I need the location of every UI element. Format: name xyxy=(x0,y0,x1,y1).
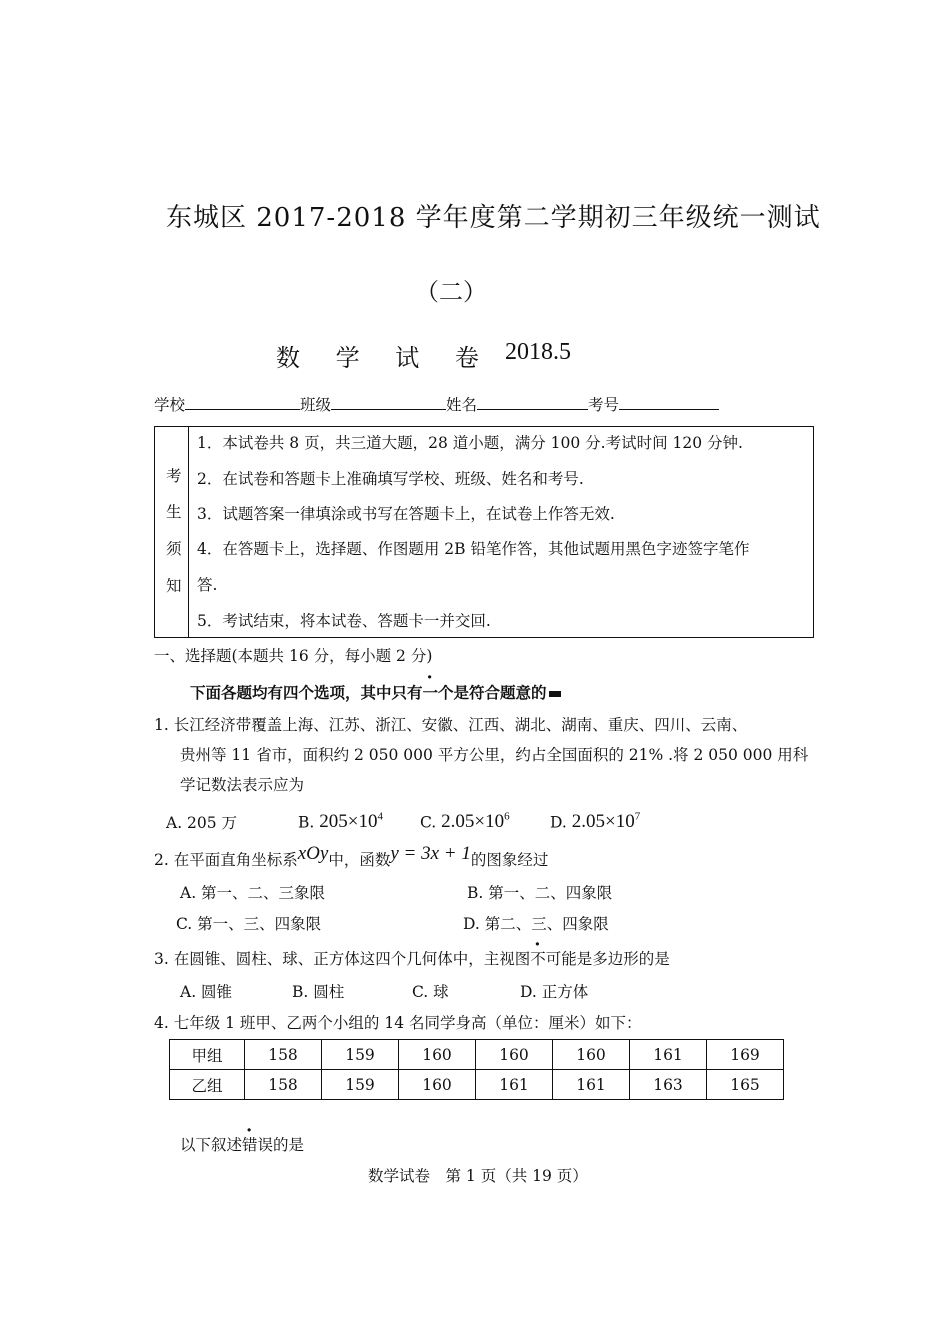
instruction-emph: 一个 xyxy=(422,683,454,702)
table-row xyxy=(170,1040,784,1070)
table-cell: 158 xyxy=(245,1040,322,1070)
notice-side-label xyxy=(155,427,189,637)
q3-option-d: D. 正方体 xyxy=(520,983,589,1001)
q2-text: 的图象经过 xyxy=(470,851,549,869)
q3-emphasis: 不可能 xyxy=(530,950,577,968)
notice-side-char: 生 xyxy=(166,503,182,521)
q1-option-c xyxy=(420,811,510,833)
q3-option-b: B. 圆柱 xyxy=(292,983,345,1001)
q2-option-c: C. 第一、三、四象限 xyxy=(176,915,322,933)
notice-line: 3．试题答案一律填涂或书写在答题卡上，在试卷上作答无效. xyxy=(197,505,615,523)
section1-instruction xyxy=(190,681,561,703)
name-label: 姓名 xyxy=(446,396,478,414)
option-math xyxy=(441,811,509,832)
table-cell: 160 xyxy=(476,1040,553,1070)
notice-side-char: 须 xyxy=(166,540,182,558)
table-cell: 169 xyxy=(707,1040,784,1070)
option-base: 2.05×10 xyxy=(441,811,505,833)
option-base: 2.05×10 xyxy=(571,811,635,833)
notice-side-char: 知 xyxy=(166,577,182,595)
q3-text: 3. 在圆锥、圆柱、球、正方体这四个几何体中，主视图 xyxy=(154,950,531,968)
option-math xyxy=(319,811,383,832)
q3-option-a: A. 圆锥 xyxy=(180,983,233,1001)
table-cell: 甲组 xyxy=(170,1040,245,1070)
table-cell: 165 xyxy=(707,1070,784,1100)
option-base: 205×10 xyxy=(319,811,378,833)
table-cell: 161 xyxy=(553,1070,630,1100)
notice-line: 1．本试卷共 8 页，共三道大题，28 道小题，满分 100 分.考试时间 120 分钟. xyxy=(197,434,743,452)
table-cell: 159 xyxy=(322,1040,399,1070)
info-fields-row xyxy=(154,393,719,415)
instruction-pre: 下面各题均有四个选项，其中只有 xyxy=(190,683,423,702)
q2-coord-system: xOy xyxy=(297,843,329,864)
q2-option-d: D. 第二、三、四象限 xyxy=(463,915,609,933)
q2-stem xyxy=(154,843,549,871)
option-exponent: 6 xyxy=(504,811,510,823)
notice-line: 5．考试结束，将本试卷、答题卡一并交回. xyxy=(197,612,491,630)
q4-emphasis: 错误 xyxy=(242,1136,274,1154)
exam-no-blank[interactable] xyxy=(619,393,719,410)
option-exponent: 4 xyxy=(377,811,383,823)
table-cell: 160 xyxy=(553,1040,630,1070)
exam-subtitle: （二） xyxy=(415,278,487,306)
q3-text: 是多边形的是 xyxy=(576,950,670,968)
q3-stem xyxy=(154,947,670,969)
option-label: D. xyxy=(550,813,567,832)
q2-text: 中，函数 xyxy=(328,851,391,869)
q4-text: 的是 xyxy=(273,1136,305,1154)
page-footer: 数学试卷 第 1 页（共 19 页） xyxy=(368,1167,588,1185)
q4-stem: 4. 七年级 1 班甲、乙两个小组的 14 名同学身高（单位：厘米）如下： xyxy=(154,1014,642,1032)
q1-line: 1. 长江经济带覆盖上海、江苏、浙江、安徽、江西、湖北、湖南、重庆、四川、云南、 xyxy=(154,716,748,734)
q2-text: 2. 在平面直角坐标系 xyxy=(154,851,298,869)
table-cell: 161 xyxy=(630,1040,707,1070)
q2-option-b: B. 第一、二、四象限 xyxy=(467,884,613,902)
notice-side-char: 考 xyxy=(166,467,182,485)
exam-title: 东城区 2017-2018 学年度第二学期初三年级统一测试 xyxy=(166,203,821,233)
q1-line: 贵州等 11 省市，面积约 2 050 000 平方公里，约占全国面积的 21% .将 2 050 000 用科 xyxy=(180,746,809,764)
table-cell: 159 xyxy=(322,1070,399,1100)
school-label: 学校 xyxy=(154,396,186,414)
option-label: B. xyxy=(298,813,315,832)
instruction-post: 是符合题意的 xyxy=(453,683,547,702)
notice-line: 答. xyxy=(197,576,218,594)
class-blank[interactable] xyxy=(331,393,446,410)
table-cell: 158 xyxy=(245,1070,322,1100)
q2-option-a: A. 第一、二、三象限 xyxy=(180,884,326,902)
option-label: C. xyxy=(420,813,437,832)
notice-line: 4．在答题卡上，选择题、作图题用 2B 铅笔作答，其他试题用黑色字迹签字笔作 xyxy=(197,540,750,558)
height-table xyxy=(169,1039,784,1100)
q4-followup xyxy=(180,1133,304,1155)
q1-option-b xyxy=(298,811,383,833)
name-blank[interactable] xyxy=(477,393,588,410)
q1-option-a: A. 205 万 xyxy=(166,814,238,832)
exam-no-label: 考号 xyxy=(588,396,620,414)
section1-heading: 一、选择题(本题共 16 分，每小题 2 分) xyxy=(154,647,433,665)
table-cell: 160 xyxy=(399,1040,476,1070)
q1-line: 学记数法表示应为 xyxy=(180,776,305,794)
table-cell: 160 xyxy=(399,1070,476,1100)
q4-text: 以下叙述 xyxy=(180,1136,243,1154)
q3-option-c: C. 球 xyxy=(412,983,449,1001)
option-exponent: 7 xyxy=(634,811,641,823)
school-blank[interactable] xyxy=(185,393,300,410)
q2-function: y = 3x + 1 xyxy=(390,843,471,864)
end-marker xyxy=(549,691,561,697)
paper-date: 2018.5 xyxy=(505,339,571,365)
notice-line: 2．在试卷和答题卡上准确填写学校、班级、姓名和考号. xyxy=(197,470,584,488)
notice-box xyxy=(154,426,814,638)
paper-name: 数 学 试 卷 xyxy=(276,344,493,372)
q1-option-d xyxy=(550,811,640,833)
table-cell: 乙组 xyxy=(170,1070,245,1100)
table-cell: 161 xyxy=(476,1070,553,1100)
table-row xyxy=(170,1070,784,1100)
option-math xyxy=(572,811,640,832)
table-cell: 163 xyxy=(630,1070,707,1100)
class-label: 班级 xyxy=(300,396,332,414)
